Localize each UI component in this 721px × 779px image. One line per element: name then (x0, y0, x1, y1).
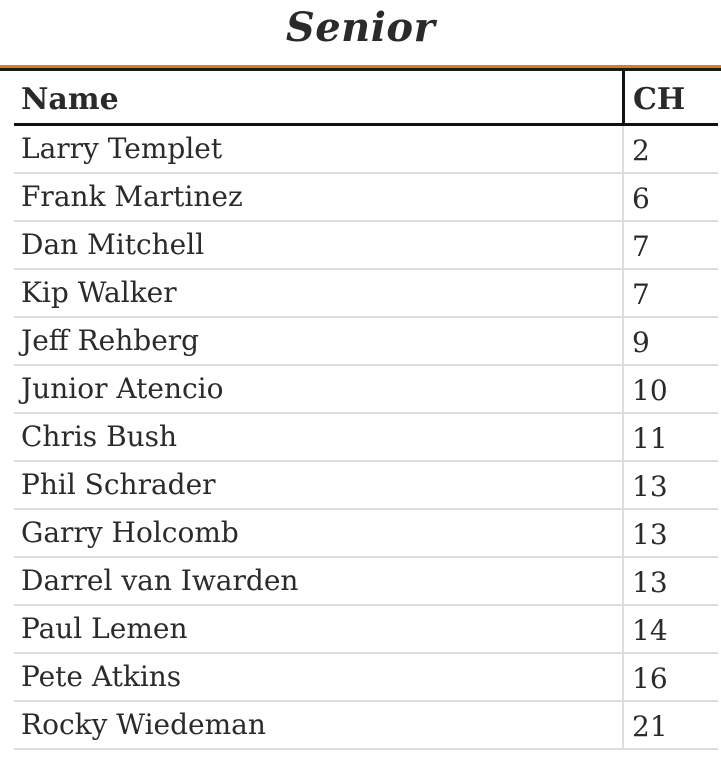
table-row (14, 654, 718, 702)
table-row (14, 606, 718, 654)
name-cell: Darrel van Iwarden (21, 564, 299, 597)
ch-cell: 11 (622, 414, 718, 460)
name-cell: Larry Templet (21, 132, 223, 165)
ch-cell: 10 (622, 366, 718, 412)
ch-cell: 7 (622, 222, 718, 268)
ch-cell: 21 (622, 702, 718, 748)
name-cell: Paul Lemen (21, 612, 188, 645)
ch-cell: 7 (622, 270, 718, 316)
table-row (14, 126, 718, 174)
table-row (14, 414, 718, 462)
table-row (14, 174, 718, 222)
table-row (14, 222, 718, 270)
ch-cell: 2 (622, 126, 718, 172)
name-cell: Rocky Wiedeman (21, 708, 266, 741)
name-cell: Phil Schrader (21, 468, 216, 501)
ch-cell: 13 (622, 462, 718, 508)
column-header-name: Name (21, 82, 119, 117)
page-title: Senior (285, 4, 436, 51)
column-header-ch: CH (622, 71, 718, 123)
ch-cell: 6 (622, 174, 718, 220)
name-cell: Junior Atencio (21, 372, 224, 405)
table-header-row (14, 71, 718, 126)
roster-table (14, 71, 718, 750)
name-cell: Chris Bush (21, 420, 178, 453)
table-row (14, 702, 718, 750)
table-row (14, 318, 718, 366)
ch-cell: 14 (622, 606, 718, 652)
table-row (14, 366, 718, 414)
name-cell: Pete Atkins (21, 660, 182, 693)
table-row (14, 462, 718, 510)
ch-cell: 16 (622, 654, 718, 700)
table-row (14, 270, 718, 318)
name-cell: Jeff Rehberg (21, 324, 200, 357)
ch-cell: 9 (622, 318, 718, 364)
ch-cell: 13 (622, 558, 718, 604)
table-body (14, 126, 718, 750)
name-cell: Frank Martinez (21, 180, 243, 213)
name-cell: Kip Walker (21, 276, 177, 309)
table-row (14, 558, 718, 606)
table-row (14, 510, 718, 558)
ch-cell: 13 (622, 510, 718, 556)
name-cell: Dan Mitchell (21, 228, 205, 261)
name-cell: Garry Holcomb (21, 516, 239, 549)
